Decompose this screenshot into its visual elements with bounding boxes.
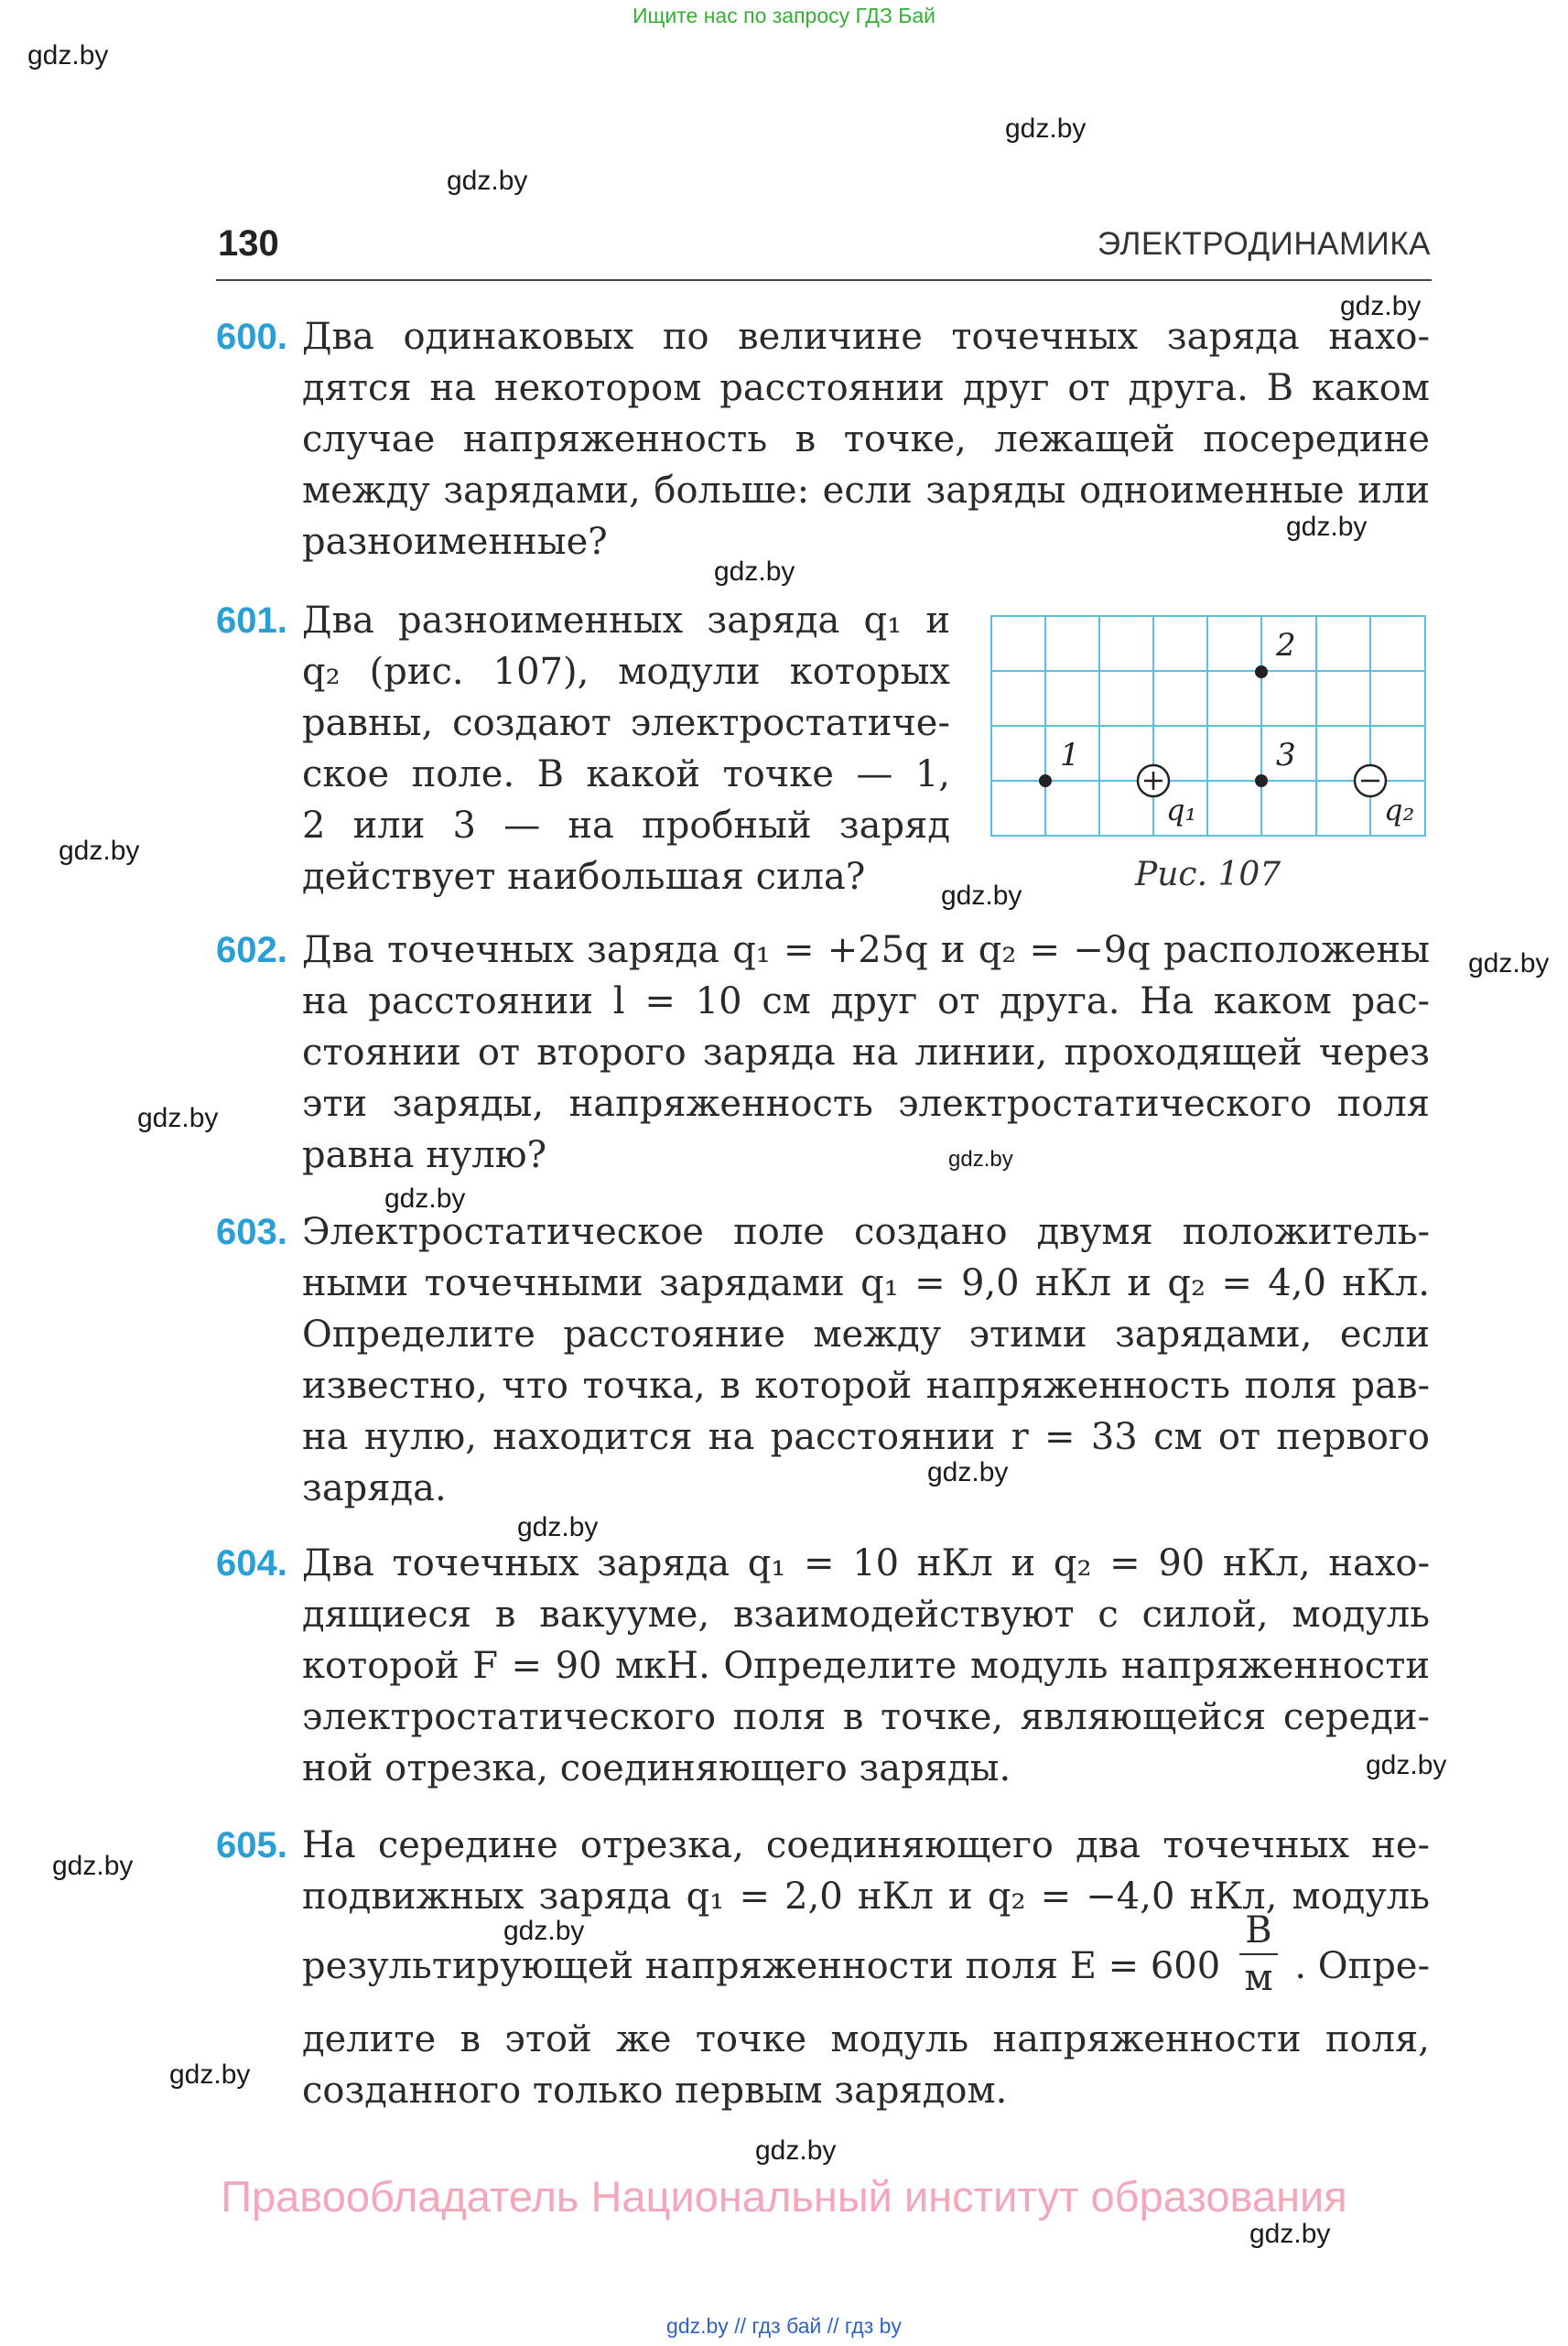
- text-line: заряда.: [302, 1467, 447, 1509]
- positive-charge-icon: [1138, 765, 1169, 796]
- text-line: Два одинаковых по величине точечных заряда нахо-: [302, 316, 1430, 358]
- text-line: на расстоянии l = 10 см друг от друга. На каком рас-: [302, 980, 1430, 1022]
- text-line: между зарядами, больше: если заряды одноименные или: [302, 470, 1430, 512]
- text-line: делите в этой же точке модуль напряженности поля,: [302, 2018, 1430, 2060]
- fraction-denominator: м: [1244, 1957, 1273, 1999]
- text-line: стоянии от второго заряда на линии, проходящей через: [302, 1032, 1430, 1074]
- watermark: gdz.by: [137, 1103, 219, 1133]
- text-line: на нулю, находится на расстоянии r = 33 см от первого: [302, 1416, 1430, 1458]
- problem-number: 601.: [216, 600, 287, 641]
- fraction-bar: [1239, 1953, 1278, 1955]
- watermark: gdz.by: [927, 1457, 1009, 1487]
- problem-number: 605.: [216, 1825, 287, 1865]
- watermark: gdz.by: [1340, 291, 1422, 321]
- copyright-notice: Правообладатель Национальный институт образования: [221, 2172, 1347, 2221]
- problem-number: 602.: [216, 930, 287, 970]
- header-rule: [216, 279, 1432, 281]
- text-line: случае напряженность в точке, лежащей посередине: [302, 418, 1430, 460]
- unit-fraction: [1236, 1909, 1281, 1999]
- text-line: ной отрезка, соединяющего заряды.: [302, 1747, 1011, 1789]
- text-line: равна нулю?: [302, 1134, 547, 1176]
- text-line: q₂ (рис. 107), модули которых: [302, 651, 950, 693]
- text-line: Определите расстояние между этими зарядами, если: [302, 1314, 1430, 1356]
- watermark: gdz.by: [1468, 948, 1550, 978]
- text-line: ными точечными зарядами q₁ = 9,0 нКл и q₂ = 4,0 нКл.: [302, 1262, 1430, 1304]
- watermark: gdz.by: [27, 40, 109, 70]
- watermark: gdz.by: [447, 166, 528, 196]
- page-number: 130: [218, 223, 279, 264]
- text-line: Электростатическое поле создано двумя положитель-: [302, 1211, 1430, 1253]
- watermark: gdz.by: [169, 2060, 251, 2090]
- charge-label: q₂: [1384, 793, 1415, 827]
- text-line: действует наибольшая сила?: [302, 856, 866, 898]
- text-line: результирующей напряженности поля E = 600: [302, 1945, 1221, 1987]
- problem-number: 604.: [216, 1543, 287, 1584]
- text-line: Два точечных заряда q₁ = 10 нКл и q₂ = 90 нКл, нахо-: [302, 1542, 1430, 1584]
- point-label: 2: [1276, 627, 1296, 664]
- text-line: электростатического поля в точке, являющейся середи-: [302, 1696, 1430, 1738]
- watermark: gdz.by: [948, 1147, 1013, 1172]
- watermark: gdz.by: [1286, 512, 1368, 542]
- watermark: gdz.by: [1366, 1750, 1447, 1780]
- text-line: Два точечных заряда q₁ = +25q и q₂ = −9q расположены: [302, 929, 1430, 971]
- text-line: подвижных заряда q₁ = 2,0 нКл и q₂ = −4,0 нКл, модуль: [302, 1876, 1430, 1918]
- text-line: разноименные?: [302, 521, 608, 563]
- text-line: 2 или 3 — на пробный заряд: [302, 805, 950, 847]
- watermark: gdz.by: [384, 1184, 466, 1214]
- point-label: 1: [1060, 737, 1080, 773]
- watermark: gdz.by: [59, 836, 140, 866]
- figure-caption: Рис. 107: [1135, 856, 1281, 893]
- point-label: 3: [1276, 737, 1296, 773]
- figure-107-grid: [990, 615, 1430, 840]
- point-2-dot: [1255, 665, 1268, 678]
- watermark: gdz.by: [714, 557, 795, 587]
- text-line: созданного только первым зарядом.: [302, 2070, 1008, 2112]
- watermark: gdz.by: [503, 1916, 585, 1946]
- point-1-dot: [1039, 774, 1052, 787]
- watermark: gdz.by: [517, 1512, 599, 1542]
- section-title: ЭЛЕКТРОДИНАМИКА: [1097, 226, 1431, 262]
- text-line: эти заряды, напряженность электростатического поля: [302, 1083, 1430, 1125]
- footer-links[interactable]: gdz.by // гдз бай // гдз by: [666, 2314, 902, 2338]
- text-line: Два разноименных заряда q₁ и: [302, 600, 950, 642]
- search-banner: Ищите нас по запросу ГДЗ Бай: [632, 4, 936, 27]
- watermark: gdz.by: [1005, 114, 1087, 144]
- text-line: известно, что точка, в которой напряженность поля рав-: [302, 1365, 1430, 1407]
- charge-label: q₁: [1166, 793, 1197, 827]
- text-line: дящиеся в вакууме, взаимодействуют с силой, модуль: [302, 1594, 1430, 1636]
- negative-charge-icon: [1355, 765, 1386, 796]
- text-line: равны, создают электростатиче-: [302, 702, 950, 744]
- fraction-numerator: В: [1245, 1909, 1272, 1951]
- problem-number: 603.: [216, 1212, 287, 1252]
- text-line: дятся на некотором расстоянии друг от друга. В каком: [302, 367, 1430, 409]
- watermark: gdz.by: [1249, 2219, 1331, 2249]
- watermark: gdz.by: [941, 881, 1022, 911]
- text-line: ское поле. В какой точке — 1,: [302, 753, 950, 795]
- text-line: которой F = 90 мкН. Определите модуль напряженности: [302, 1645, 1430, 1687]
- watermark: gdz.by: [52, 1851, 134, 1881]
- text-line: На середине отрезка, соединяющего два точечных не-: [302, 1824, 1430, 1866]
- watermark: gdz.by: [755, 2135, 837, 2166]
- point-3-dot: [1255, 774, 1268, 787]
- text-line: . Опре-: [1294, 1945, 1430, 1987]
- problem-number: 600.: [216, 317, 287, 357]
